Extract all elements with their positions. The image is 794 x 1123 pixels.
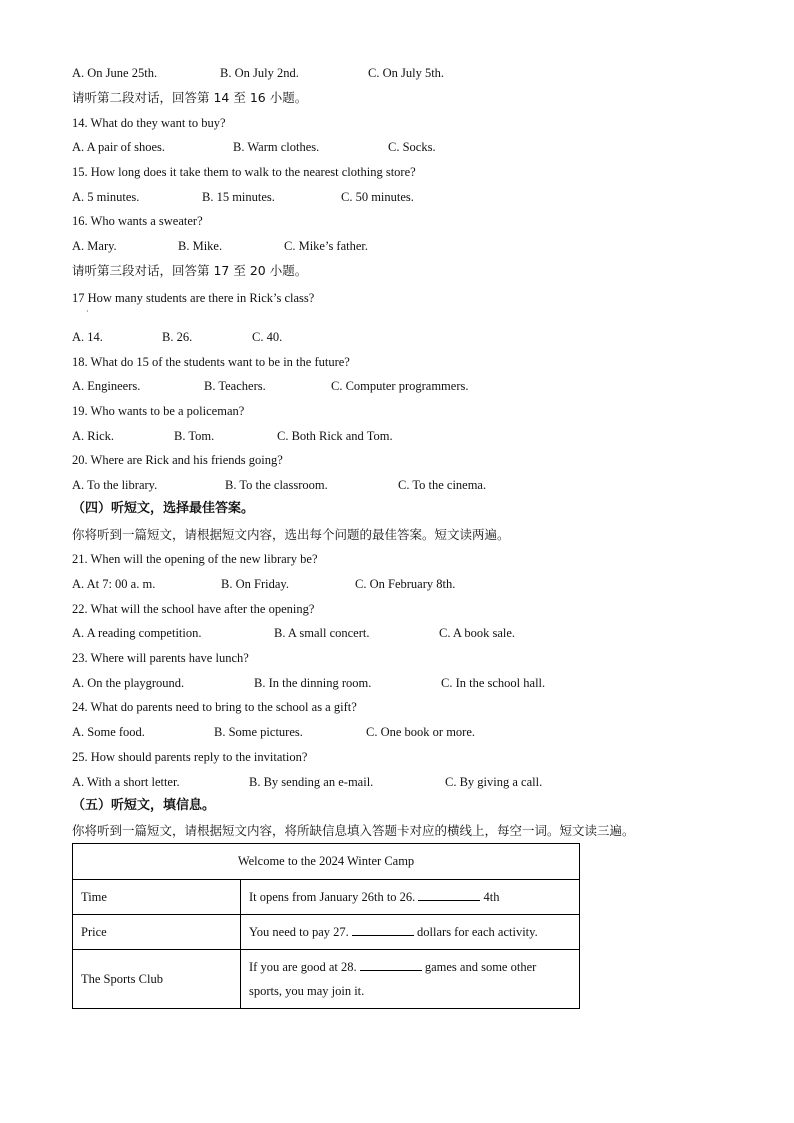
q18-option-b: B. Teachers.	[204, 379, 266, 393]
row-text-after: dollars for each activity.	[413, 925, 538, 939]
q24-option-c: C. One book or more.	[366, 725, 476, 739]
q13-option-c: C. On July 5th.	[368, 66, 445, 80]
row-text-before: If you are good at 28.	[249, 960, 360, 974]
section5-title: （五）听短文，填信息。	[72, 798, 216, 813]
q20-option-b: B. To the classroom.	[225, 478, 328, 492]
q14-option-c: C. Socks.	[388, 140, 436, 154]
q20-option-c: C. To the cinema.	[398, 478, 487, 492]
q22-option-c: C. A book sale.	[439, 626, 516, 640]
q14-option-b: B. Warm clothes.	[233, 140, 320, 154]
table-heading: Welcome to the 2024 Winter Camp	[73, 844, 580, 880]
q23-option-a: A. On the playground.	[72, 676, 185, 690]
q23-question: 23. Where will parents have lunch?	[72, 651, 249, 665]
q25-option-a: A. With a short letter.	[72, 775, 180, 789]
q17-question: 17 How many students are there in Rick’s class?	[72, 291, 315, 305]
q25-option-c: C. By giving a call.	[445, 775, 543, 789]
table-row	[73, 915, 580, 950]
row-text-after: 4th	[480, 890, 500, 904]
q15-question: 15. How long does it take them to walk to the nearest clothing store?	[72, 165, 416, 179]
q16-option-a: A. Mary.	[72, 239, 117, 253]
q16-question: 16. Who wants a sweater?	[72, 214, 203, 228]
dialog3-instruction: 请听第三段对话，回答第 17 至 20 小题。	[72, 263, 308, 278]
q15-option-c: C. 50 minutes.	[341, 190, 414, 204]
q15-option-a: A. 5 minutes.	[72, 190, 140, 204]
q20-option-a: A. To the library.	[72, 478, 158, 492]
q17-option-c: C. 40.	[252, 330, 283, 344]
q17-dot-mark: ·	[86, 307, 89, 316]
row-label-sports-club: The Sports Club	[73, 950, 241, 1009]
winter-camp-table	[72, 843, 580, 1009]
q21-option-a: A. At 7: 00 a. m.	[72, 577, 156, 591]
table-row	[73, 880, 580, 915]
q23-option-b: B. In the dinning room.	[254, 676, 372, 690]
dialog2-instruction: 请听第二段对话，回答第 14 至 16 小题。	[72, 90, 308, 105]
q15-option-b: B. 15 minutes.	[202, 190, 275, 204]
q18-question: 18. What do 15 of the students want to be in the future?	[72, 355, 350, 369]
q19-option-c: C. Both Rick and Tom.	[277, 429, 393, 443]
q20-question: 20. Where are Rick and his friends going?	[72, 453, 283, 467]
q22-question: 22. What will the school have after the opening?	[72, 602, 315, 616]
row-content-sports-club	[241, 950, 580, 1009]
answer-blank-27[interactable]	[352, 924, 414, 936]
q22-option-b: B. A small concert.	[274, 626, 370, 640]
q13-option-b: B. On July 2nd.	[220, 66, 299, 80]
q23-option-c: C. In the school hall.	[441, 676, 546, 690]
section4-instruction: 你将听到一篇短文，请根据短文内容，选出每个问题的最佳答案。短文读两遍。	[72, 527, 510, 542]
q21-option-b: B. On Friday.	[221, 577, 289, 591]
row-label-time: Time	[73, 880, 241, 915]
q21-question: 21. When will the opening of the new library be?	[72, 552, 318, 566]
q16-option-c: C. Mike’s father.	[284, 239, 369, 253]
answer-blank-26[interactable]	[418, 889, 480, 901]
q13-option-a: A. On June 25th.	[72, 66, 158, 80]
row-text-before: You need to pay 27.	[249, 925, 352, 939]
q19-option-a: A. Rick.	[72, 429, 115, 443]
q21-option-c: C. On February 8th.	[355, 577, 456, 591]
section5-instruction: 你将听到一篇短文，请根据短文内容，将所缺信息填入答题卡对应的横线上，每空一词。短文读三遍。	[72, 823, 635, 838]
q17-option-b: B. 26.	[162, 330, 193, 344]
q14-question: 14. What do they want to buy?	[72, 116, 226, 130]
q24-option-b: B. Some pictures.	[214, 725, 303, 739]
q19-option-b: B. Tom.	[174, 429, 215, 443]
row-text-before: It opens from January 26th to 26.	[249, 890, 419, 904]
table-heading-row	[73, 844, 580, 880]
table-row	[73, 950, 580, 1009]
q19-question: 19. Who wants to be a policeman?	[72, 404, 245, 418]
q14-option-a: A. A pair of shoes.	[72, 140, 166, 154]
answer-blank-28[interactable]	[360, 959, 422, 971]
q24-question: 24. What do parents need to bring to the school as a gift?	[72, 700, 357, 714]
q24-option-a: A. Some food.	[72, 725, 145, 739]
q25-question: 25. How should parents reply to the invitation?	[72, 750, 308, 764]
row-content-price	[241, 915, 580, 950]
row-label-price: Price	[73, 915, 241, 950]
q18-option-a: A. Engineers.	[72, 379, 141, 393]
row-content-time	[241, 880, 580, 915]
row-text-after: games and some other sports, you may join it.	[249, 960, 537, 998]
q18-option-c: C. Computer programmers.	[331, 379, 469, 393]
q17-option-a: A. 14.	[72, 330, 103, 344]
q25-option-b: B. By sending an e-mail.	[249, 775, 374, 789]
q16-option-b: B. Mike.	[178, 239, 223, 253]
q22-option-a: A. A reading competition.	[72, 626, 202, 640]
section4-title: （四）听短文，选择最佳答案。	[72, 501, 255, 516]
